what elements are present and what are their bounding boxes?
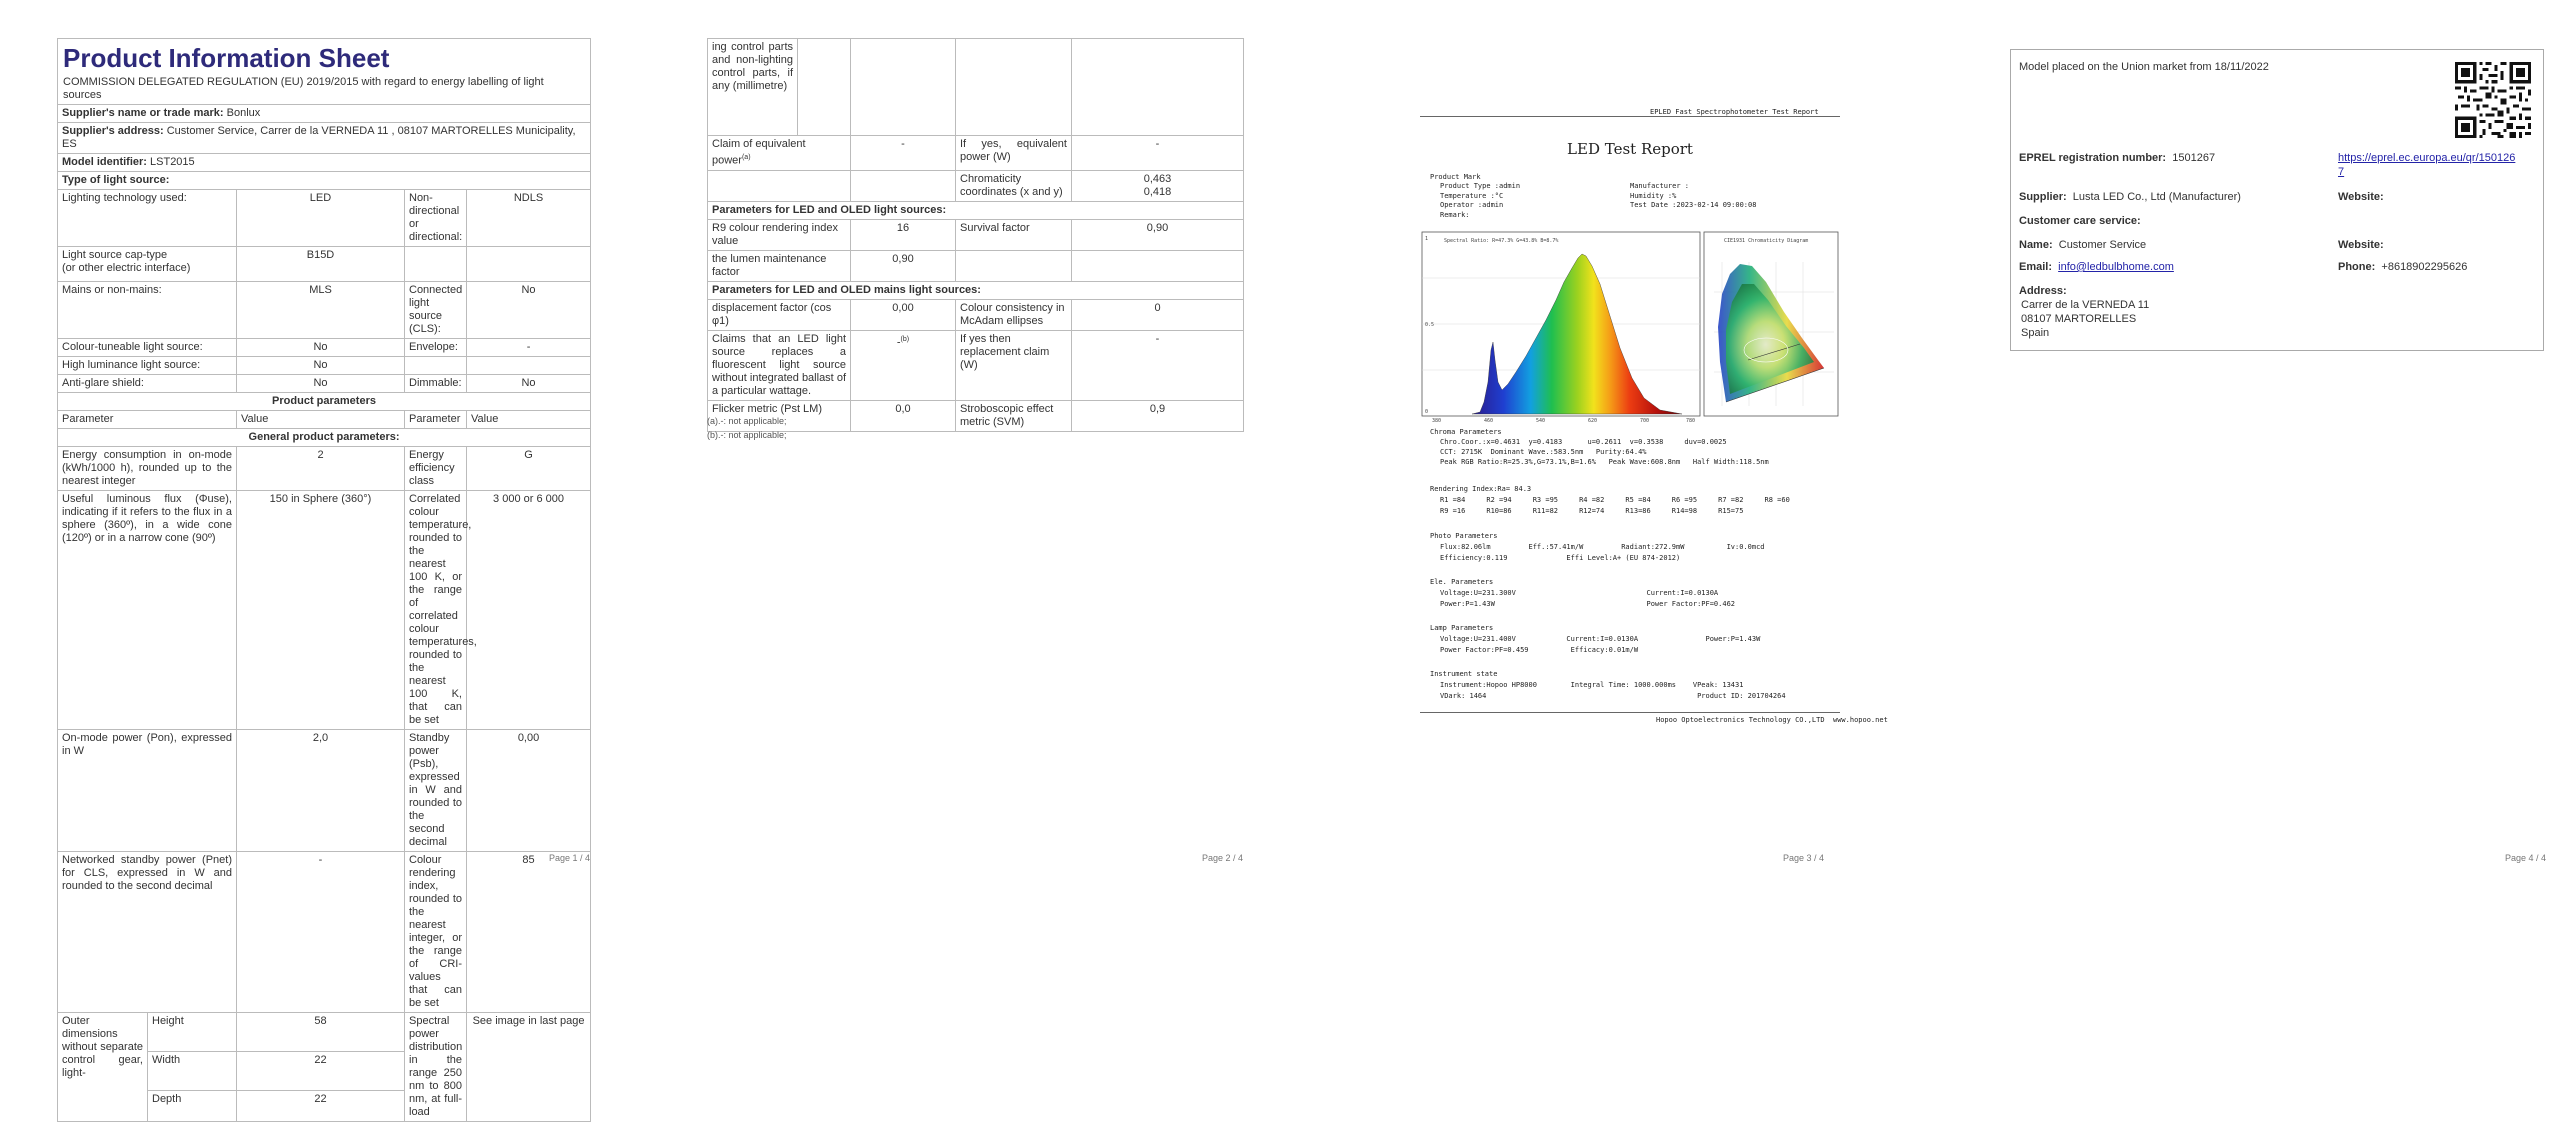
lumen-label: the lumen maintenance factor [708,250,851,281]
ele-heading: Ele. Parameters [1430,578,1494,586]
row-label: Envelope: [405,339,467,357]
table-row [58,247,591,282]
strobo-label: Stroboscopic effect metric (SVM) [956,400,1072,431]
chroma-line: Chro.Coor.:x=0.4631 y=0.4183 u=0.2611 v=0.3538 duv=0.0025 [1440,438,1727,446]
qr-code-icon [2455,62,2531,138]
instrument-heading: Instrument state [1430,670,1498,678]
x-tick-label: 700 [1640,418,1650,424]
param-label: Useful luminous flux (Φuse), indicating if it refers to the flux in a sphere (360º), in a wide cone (120º) or in a narrow cone (90º) [58,491,237,730]
address-value: Customer Service, Carrer de la VERNEDA 11 , 08107 MARTORELLES Municipality, ES [62,125,576,150]
rendering-line: R9 =16 R10=86 R11=82 R12=74 R13=86 R14=98 R15=75 [1440,507,1744,515]
footnote-a: (a).-: not applicable; [707,416,787,426]
param-label: Correlated colour temperature, rounded to the nearest 100 K, or the range of correlated colour temperatures, rounded to the nearest 100 K, that can be set [405,491,467,730]
r9-value: 16 [851,219,956,250]
general-params-heading: General product parameters: [58,429,591,447]
header-rule [1420,116,1840,117]
param-label: Colour rendering index, rounded to the nearest integer, or the range of CRI-values that can be set [405,852,467,1013]
dim-value: 22 [237,1091,405,1122]
address-label: Supplier's address: [62,125,164,137]
column-header: Value [237,411,405,429]
photo-line: Efficiency:0.119 Effi Level:A+ (EU 874-2012) [1440,554,1681,562]
y-tick-label: 0 [1425,409,1429,415]
displacement-label: displacement factor (cos φ1) [708,299,851,330]
dims-label: Outer dimensions without separate control gear, light- [58,1013,148,1122]
chroma-x: 0,463 [1143,172,1172,185]
table-row [708,219,1244,250]
table-row [708,170,1244,201]
param-label: Networked standby power (Pnet) for CLS, expressed in W and rounded to the second decimal [58,852,237,1013]
website-label: Website: [2338,191,2384,203]
cie-caption: CIE1931 Chromaticity Diagram [1724,238,1809,244]
rendering-line: R1 =84 R2 =94 R3 =95 R4 =82 R5 =84 R6 =95 R7 =82 R8 =60 [1440,496,1790,504]
row-label: Colour-tuneable light source: [58,339,237,357]
page-number: Page 2 / 4 [1201,853,1243,863]
row-label: Mains or non-mains: [58,282,237,339]
page-2 [707,0,1243,905]
eprel-box [2010,49,2544,351]
type-rows [58,190,591,393]
product-info-left: Product Type :admin Temperature :°C Operator :admin Remark: [1440,182,1521,219]
column-header: Value [467,411,591,429]
ele-line: Power:P=1.43W Power Factor:PF=0.462 [1440,600,1736,608]
spd-value: See image in last page [467,1013,591,1122]
page-number: Page 4 / 4 [2504,853,2546,863]
row-value: No [237,375,405,393]
table-row [58,190,591,247]
rendering-heading: Rendering Index:Ra= 84.3 [1430,485,1532,493]
footer-rule [1420,712,1840,713]
ele-line: Voltage:U=231.300V Current:I=0.0130A [1440,589,1719,597]
table-row [58,730,591,852]
chroma-heading: Chroma Parameters [1430,428,1502,436]
p4-address-label: Address: [2019,285,2067,297]
page-number: Page 3 / 4 [1783,853,1825,863]
regulation-text: COMMISSION DELEGATED REGULATION (EU) 2019/2015 with regard to energy labelling of light sources [63,76,544,101]
claim-label: Claim of equivalent power [712,138,806,167]
report-title: LED Test Report [1567,140,1693,158]
displacement-value: 0,00 [851,299,956,330]
market-date: Model placed on the Union market from 18/11/2022 [2019,61,2269,73]
email-label: Email: [2019,261,2053,273]
instrument-line: Instrument:Hopoo HP8000 Integral Time: 1000.000ms VPeak: 13431 [1440,681,1744,689]
row-label: Anti-glare shield: [58,375,237,393]
led-params-heading: Parameters for LED and OLED light sources: [708,201,1244,219]
page-3 [1420,0,1888,905]
table-row [58,339,591,357]
mains-params-heading: Parameters for LED and OLED mains light sources: [708,281,1244,299]
row-value: No [237,339,405,357]
chroma-label: Chromaticity coordinates (x and y) [956,170,1072,201]
equiv-label: If yes, equivalent power (W) [956,136,1072,171]
row-value: No [467,375,591,393]
table-row [58,852,591,1013]
y-tick-label: 1 [1425,236,1429,242]
param-label: On-mode power (Pon), expressed in W [58,730,237,852]
survival-label: Survival factor [956,219,1072,250]
param-value: 0,00 [467,730,591,852]
address-line: 08107 MARTORELLES [2021,313,2137,325]
claims-footnote-ref: (b) [900,335,910,343]
table-row [708,250,1244,281]
dim-value: 22 [237,1052,405,1091]
table-row [58,357,591,375]
name-label: Name: [2019,239,2053,251]
replace-value: - [1072,330,1244,400]
table-row [708,136,1244,171]
param-value: - [237,852,405,1013]
report-header: EPLED Fast Spectrophotometer Test Report [1650,108,1819,116]
x-tick-label: 380 [1432,418,1442,424]
page-title: Product Information Sheet [63,43,390,73]
eprel-link[interactable]: https://eprel.ec.europa.eu/qr/1501267 [2338,152,2516,178]
row-label: Dimmable: [405,375,467,393]
product-params-heading: Product parameters [58,393,591,411]
cie-diagram [1704,232,1838,416]
website2-label: Website: [2338,239,2384,251]
eprel-label: EPREL registration number: [2019,152,2167,164]
page-number: Page 1 / 4 [548,853,590,863]
address-line: Carrer de la VERNEDA 11 [2021,299,2150,311]
model-value: LST2015 [150,156,195,168]
claim-value: - [851,136,956,171]
row-label [405,247,467,282]
row-value: B15D [237,247,405,282]
param-value: 3 000 or 6 000 [467,491,591,730]
param-value: 85 [467,852,591,1013]
row-value: NDLS [467,190,591,247]
row-value [467,357,591,375]
supplier-label: Supplier's name or trade mark: [62,107,224,119]
row-value: No [237,357,405,375]
model-label: Model identifier: [62,156,147,168]
replace-label: If yes then replacement claim (W) [956,330,1072,400]
x-tick-label: 540 [1536,418,1546,424]
lamp-line: Voltage:U=231.400V Current:I=0.0130A Power:P=1.43W [1440,635,1761,643]
p4-supplier-value: Lusta LED Co., Ltd (Manufacturer) [2072,191,2241,203]
email-link[interactable]: info@ledbulbhome.com [2058,261,2174,273]
dim-name: Height [148,1013,237,1052]
row-label: Light source cap-type (or other electric interface) [58,247,237,282]
flicker-value: 0,0 [851,400,956,431]
row-value: No [467,282,591,339]
product-info-table [57,38,591,1122]
claim-footnote-ref: (a) [741,154,751,161]
lamp-heading: Lamp Parameters [1430,624,1494,632]
table-row [58,1013,591,1052]
param-value: 150 in Sphere (360°) [237,491,405,730]
r9-label: R9 colour rendering index value [708,219,851,250]
y-tick-label: 0.5 [1425,322,1435,328]
x-tick-label: 460 [1484,418,1494,424]
supplier-value: Bonlux [226,107,261,119]
product-mark-heading: Product Mark [1430,173,1481,181]
claims-label: Claims that an LED light source replaces a fluorescent light source without integrated ballast of a particular wattage. [708,330,851,400]
column-header: Parameter [405,411,467,429]
product-info-table-cont [707,38,1244,432]
row-value: LED [237,190,405,247]
product-info-right: Manufacturer : Humidity :% Test Date :2023-02-14 09:00:08 [1630,182,1757,210]
photo-line: Flux:82.06lm Eff.:57.41m/W Radiant:272.9mW Iv:0.0mcd [1440,543,1765,551]
param-label: Energy consumption in on-mode (kWh/1000 h), rounded up to the nearest integer [58,447,237,491]
row-label [405,357,467,375]
phone-value: +8618902295626 [2381,261,2468,273]
dim-value: 58 [237,1013,405,1052]
table-row [708,400,1244,431]
row-label: Non-directional or directional: [405,190,467,247]
column-headers [58,411,591,429]
dim-name: Width [148,1052,237,1091]
claims-value: - [896,336,901,349]
table-row [58,375,591,393]
spd-label: Spectral power distribution in the range 250 nm to 800 nm, at full-load [405,1013,467,1122]
row-label: Lighting technology used: [58,190,237,247]
type-heading: Type of light source: [58,172,591,190]
mcadam-label: Colour consistency in McAdam ellipses [956,299,1072,330]
customer-care-heading: Customer care service: [2019,215,2141,227]
address-line: Spain [2021,327,2050,339]
chroma-line: CCT: 2715K Dominant Wave.:583.5nm Purity:64.4% [1440,448,1647,456]
report-footer: Hopoo Optoelectronics Technology CO.,LTD www.hopoo.net [1656,716,1888,724]
x-tick-label: 620 [1588,418,1598,424]
table-row [708,39,1244,136]
photo-heading: Photo Parameters [1430,532,1498,540]
page-4 [2010,0,2546,905]
table-row [58,491,591,730]
strobo-value: 0,9 [1072,400,1244,431]
param-value: G [467,447,591,491]
dim-name: Depth [148,1091,237,1122]
cont-label: ing control parts and non-lighting control parts, if any (millimetre) [708,39,798,136]
mcadam-value: 0 [1072,299,1244,330]
lamp-line: Power Factor:PF=0.459 Efficacy:0.01m/W [1440,646,1639,654]
row-label: Connected light source (CLS): [405,282,467,339]
row-label: High luminance light source: [58,357,237,375]
table-row [708,330,1244,400]
lumen-value: 0,90 [851,250,956,281]
table-row [58,282,591,339]
table-row [58,447,591,491]
param-label: Energy efficiency class [405,447,467,491]
param-label: Standby power (Psb), expressed in W and rounded to the second decimal [405,730,467,852]
phone-label: Phone: [2338,261,2376,273]
chroma-line: Peak RGB Ratio:R=25.3%,G=73.1%,B=1.6% Peak Wave:608.8nm Half Width:118.5nm [1440,458,1769,466]
spectrum-chart [1422,232,1700,424]
instrument-line: VDark: 1464 Product ID: 201704264 [1440,692,1786,700]
name-value: Customer Service [2058,239,2147,251]
equiv-value: - [1072,136,1244,171]
x-tick-label: 780 [1686,418,1696,424]
flicker-label: Flicker metric (Pst LM) [708,400,851,431]
eprel-value: 1501267 [2172,152,2216,164]
row-value: - [467,339,591,357]
footnote-b: (b).-: not applicable; [707,430,787,440]
table-row [708,299,1244,330]
param-value: 2,0 [237,730,405,852]
page-1 [57,0,590,1118]
row-value [467,247,591,282]
spectral-caption: Spectral Ratio: R=47.3% G=43.8% B=8.7% [1444,238,1559,244]
spectrum-x-ticks [1432,418,1695,424]
chroma-y: 0,418 [1143,185,1172,198]
p4-supplier-label: Supplier: [2019,191,2067,203]
column-header: Parameter [58,411,237,429]
survival-value: 0,90 [1072,219,1244,250]
row-value: MLS [237,282,405,339]
param-value: 2 [237,447,405,491]
